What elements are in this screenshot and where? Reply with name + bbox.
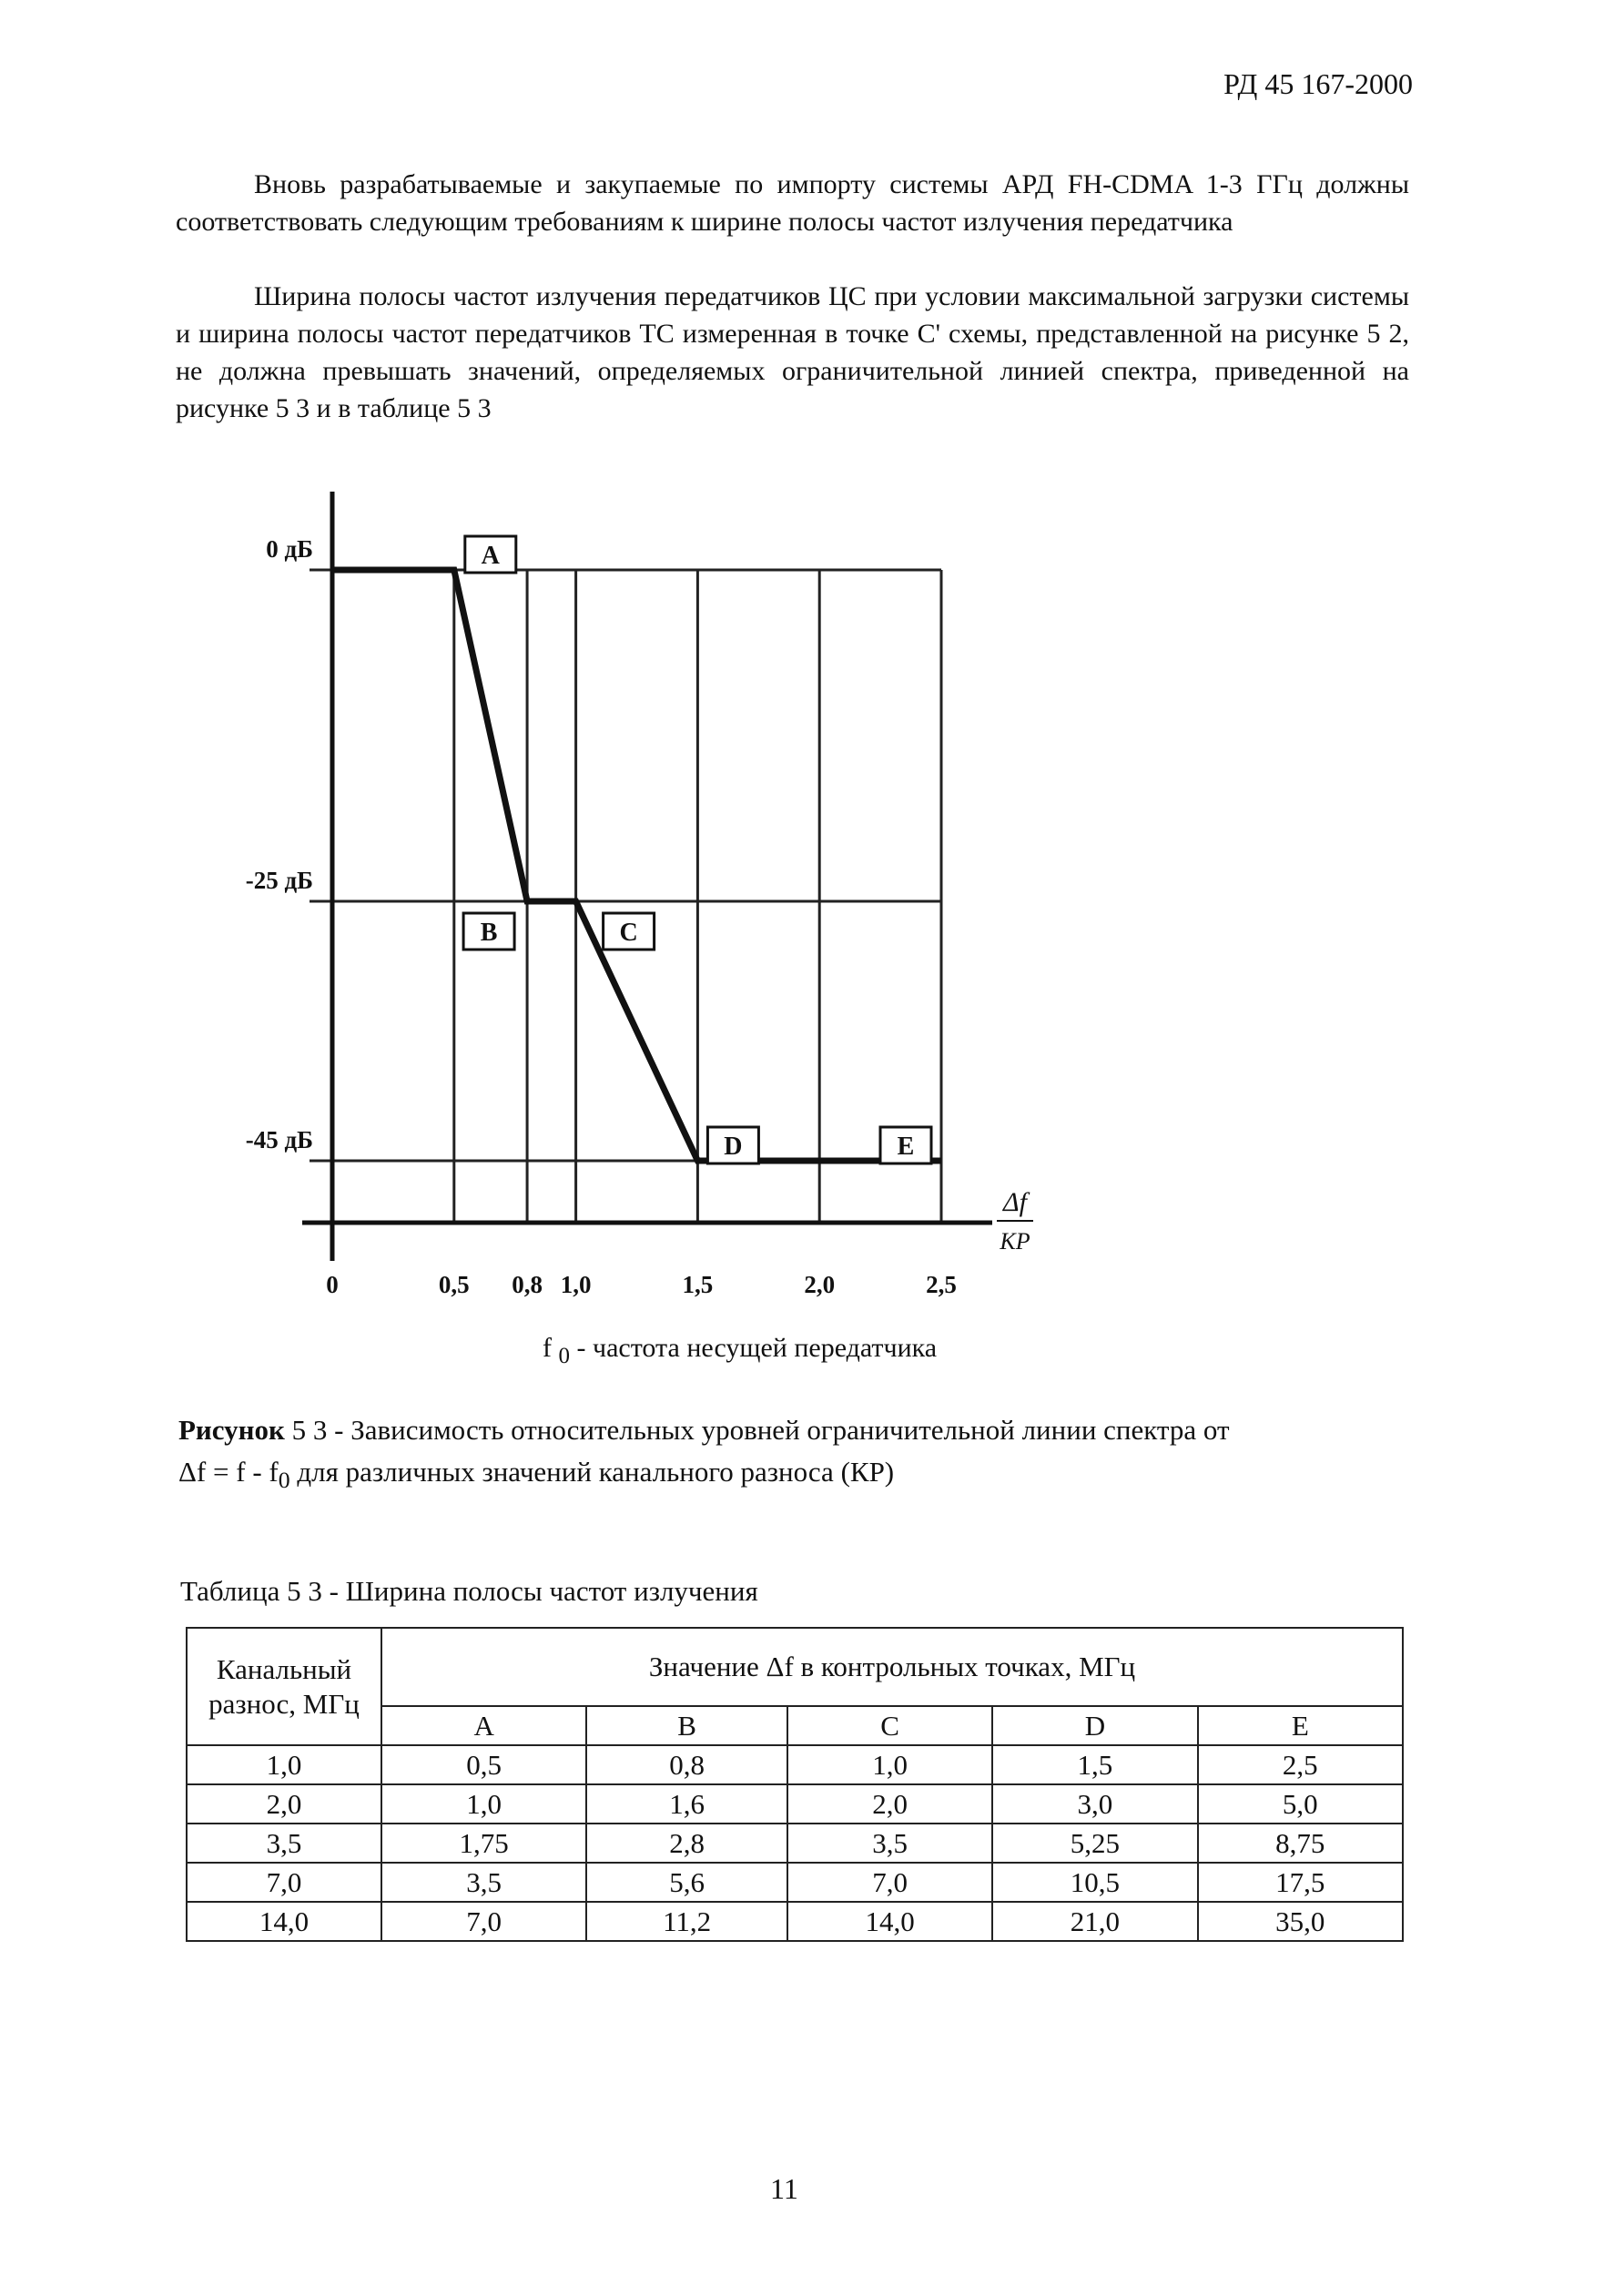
table-cell: 35,0 <box>1198 1902 1403 1941</box>
y-tick-label: -25 дБ <box>245 867 313 894</box>
x-tick-label: 1,5 <box>682 1271 714 1298</box>
table-cell: 11,2 <box>586 1902 787 1941</box>
x-note-subscript: 0 <box>558 1344 570 1368</box>
table-cell: 3,5 <box>381 1863 586 1902</box>
table-header-row <box>187 1628 1403 1706</box>
chart-series <box>332 570 941 1161</box>
x-tick-label: 0 <box>326 1271 339 1298</box>
figure-caption-tail: для различных значений канального разноса (КР) <box>289 1456 895 1488</box>
table-cell: 14,0 <box>787 1902 992 1941</box>
table-cell: 2,5 <box>1198 1745 1403 1784</box>
x-note-symbol: f <box>543 1333 552 1363</box>
table-cell: 1,6 <box>586 1784 787 1824</box>
table-cell: 14,0 <box>187 1902 381 1941</box>
column-header-d: D <box>992 1706 1197 1745</box>
figure-caption-formula: Δf = f - f <box>178 1456 279 1488</box>
figure-caption-label: Рисунок <box>178 1414 285 1446</box>
table-cell: 2,0 <box>787 1784 992 1824</box>
figure-x-note <box>543 1333 937 1369</box>
column-header-b: B <box>586 1706 787 1745</box>
table-row <box>187 1745 1403 1784</box>
table-cell: 10,5 <box>992 1863 1197 1902</box>
table-cell: 0,5 <box>381 1745 586 1784</box>
series-line <box>332 570 941 1161</box>
table-cell: 2,8 <box>586 1824 787 1863</box>
control-points-header: Значение Δf в контрольных точках, МГц <box>381 1628 1403 1706</box>
table-cell: 1,75 <box>381 1824 586 1863</box>
column-header-a: A <box>381 1706 586 1745</box>
table-cell: 3,5 <box>787 1824 992 1863</box>
figure-caption-text: 5 3 - Зависимость относительных уровней ограничительной линии спектра от <box>284 1414 1230 1446</box>
page-number: 11 <box>770 2172 798 2205</box>
table-cell: 3,5 <box>187 1824 381 1863</box>
table-cell: 21,0 <box>992 1902 1197 1941</box>
table-cell: 3,0 <box>992 1784 1197 1824</box>
chart-labels <box>246 535 1033 1298</box>
y-tick-label: -45 дБ <box>245 1126 313 1153</box>
point-label-text: A <box>481 542 500 570</box>
table-cell: 1,0 <box>187 1745 381 1784</box>
x-axis-label-numerator: Δf <box>1003 1187 1027 1217</box>
column-header-e: E <box>1198 1706 1403 1745</box>
x-axis-label-denominator: КР <box>1000 1228 1030 1255</box>
paragraph-bandwidth-text: Ширина полосы частот излучения передатчиков ЦС при условии максимальной загрузки системы и ширина полосы частот передатчиков ТС измеренная в точке С' схемы, представленной на рисунке 5 2, не должна превышать значений, определяемых ограничительной линией спектра, приведенной на рисунке 5 3 и в таблице 5 3 <box>176 281 1409 423</box>
x-tick-label: 1,0 <box>560 1271 592 1298</box>
table-row <box>187 1824 1403 1863</box>
x-tick-label: 0,8 <box>512 1271 543 1298</box>
column-header-c: C <box>787 1706 992 1745</box>
point-label-text: D <box>724 1133 743 1161</box>
chart-grid <box>310 570 941 1223</box>
table-cell: 7,0 <box>187 1863 381 1902</box>
point-label-text: B <box>480 919 498 947</box>
bandwidth-table <box>186 1627 1404 1942</box>
table-row <box>187 1902 1403 1941</box>
table-title: Таблица 5 3 - Ширина полосы частот излучения <box>180 1575 758 1607</box>
table-row <box>187 1863 1403 1902</box>
paragraph-requirements-text: Вновь разрабатываемые и закупаемые по импорту системы АРД FH-CDMA 1-3 ГГц должны соответствовать следующим требованиям к ширине полосы частот излучения передатчика <box>176 169 1409 237</box>
table-cell: 8,75 <box>1198 1824 1403 1863</box>
table-cell: 5,6 <box>586 1863 787 1902</box>
point-label-text: E <box>897 1133 915 1161</box>
table-cell: 1,0 <box>381 1784 586 1824</box>
x-tick-label: 2,5 <box>926 1271 957 1298</box>
table-cell: 2,0 <box>187 1784 381 1824</box>
x-tick-label: 2,0 <box>804 1271 836 1298</box>
y-tick-label: 0 дБ <box>266 535 313 563</box>
table-row <box>187 1784 1403 1824</box>
table-cell: 1,5 <box>992 1745 1197 1784</box>
channel-spacing-header: Канальный разнос, МГц <box>187 1628 381 1745</box>
point-label-text: C <box>619 919 638 947</box>
table-cell: 7,0 <box>381 1902 586 1941</box>
table-cell: 0,8 <box>586 1745 787 1784</box>
table-cell: 17,5 <box>1198 1863 1403 1902</box>
table-cell: 5,25 <box>992 1824 1197 1863</box>
figure-caption-subscript: 0 <box>278 1467 290 1494</box>
figure-caption <box>178 1409 1412 1501</box>
table-cell: 1,0 <box>787 1745 992 1784</box>
x-tick-label: 0,5 <box>438 1271 470 1298</box>
document-code: РД 45 167-2000 <box>1223 67 1413 100</box>
table-cell: 5,0 <box>1198 1784 1403 1824</box>
table-cell: 7,0 <box>787 1863 992 1902</box>
x-note-text: - частота несущей передатчика <box>570 1333 938 1363</box>
